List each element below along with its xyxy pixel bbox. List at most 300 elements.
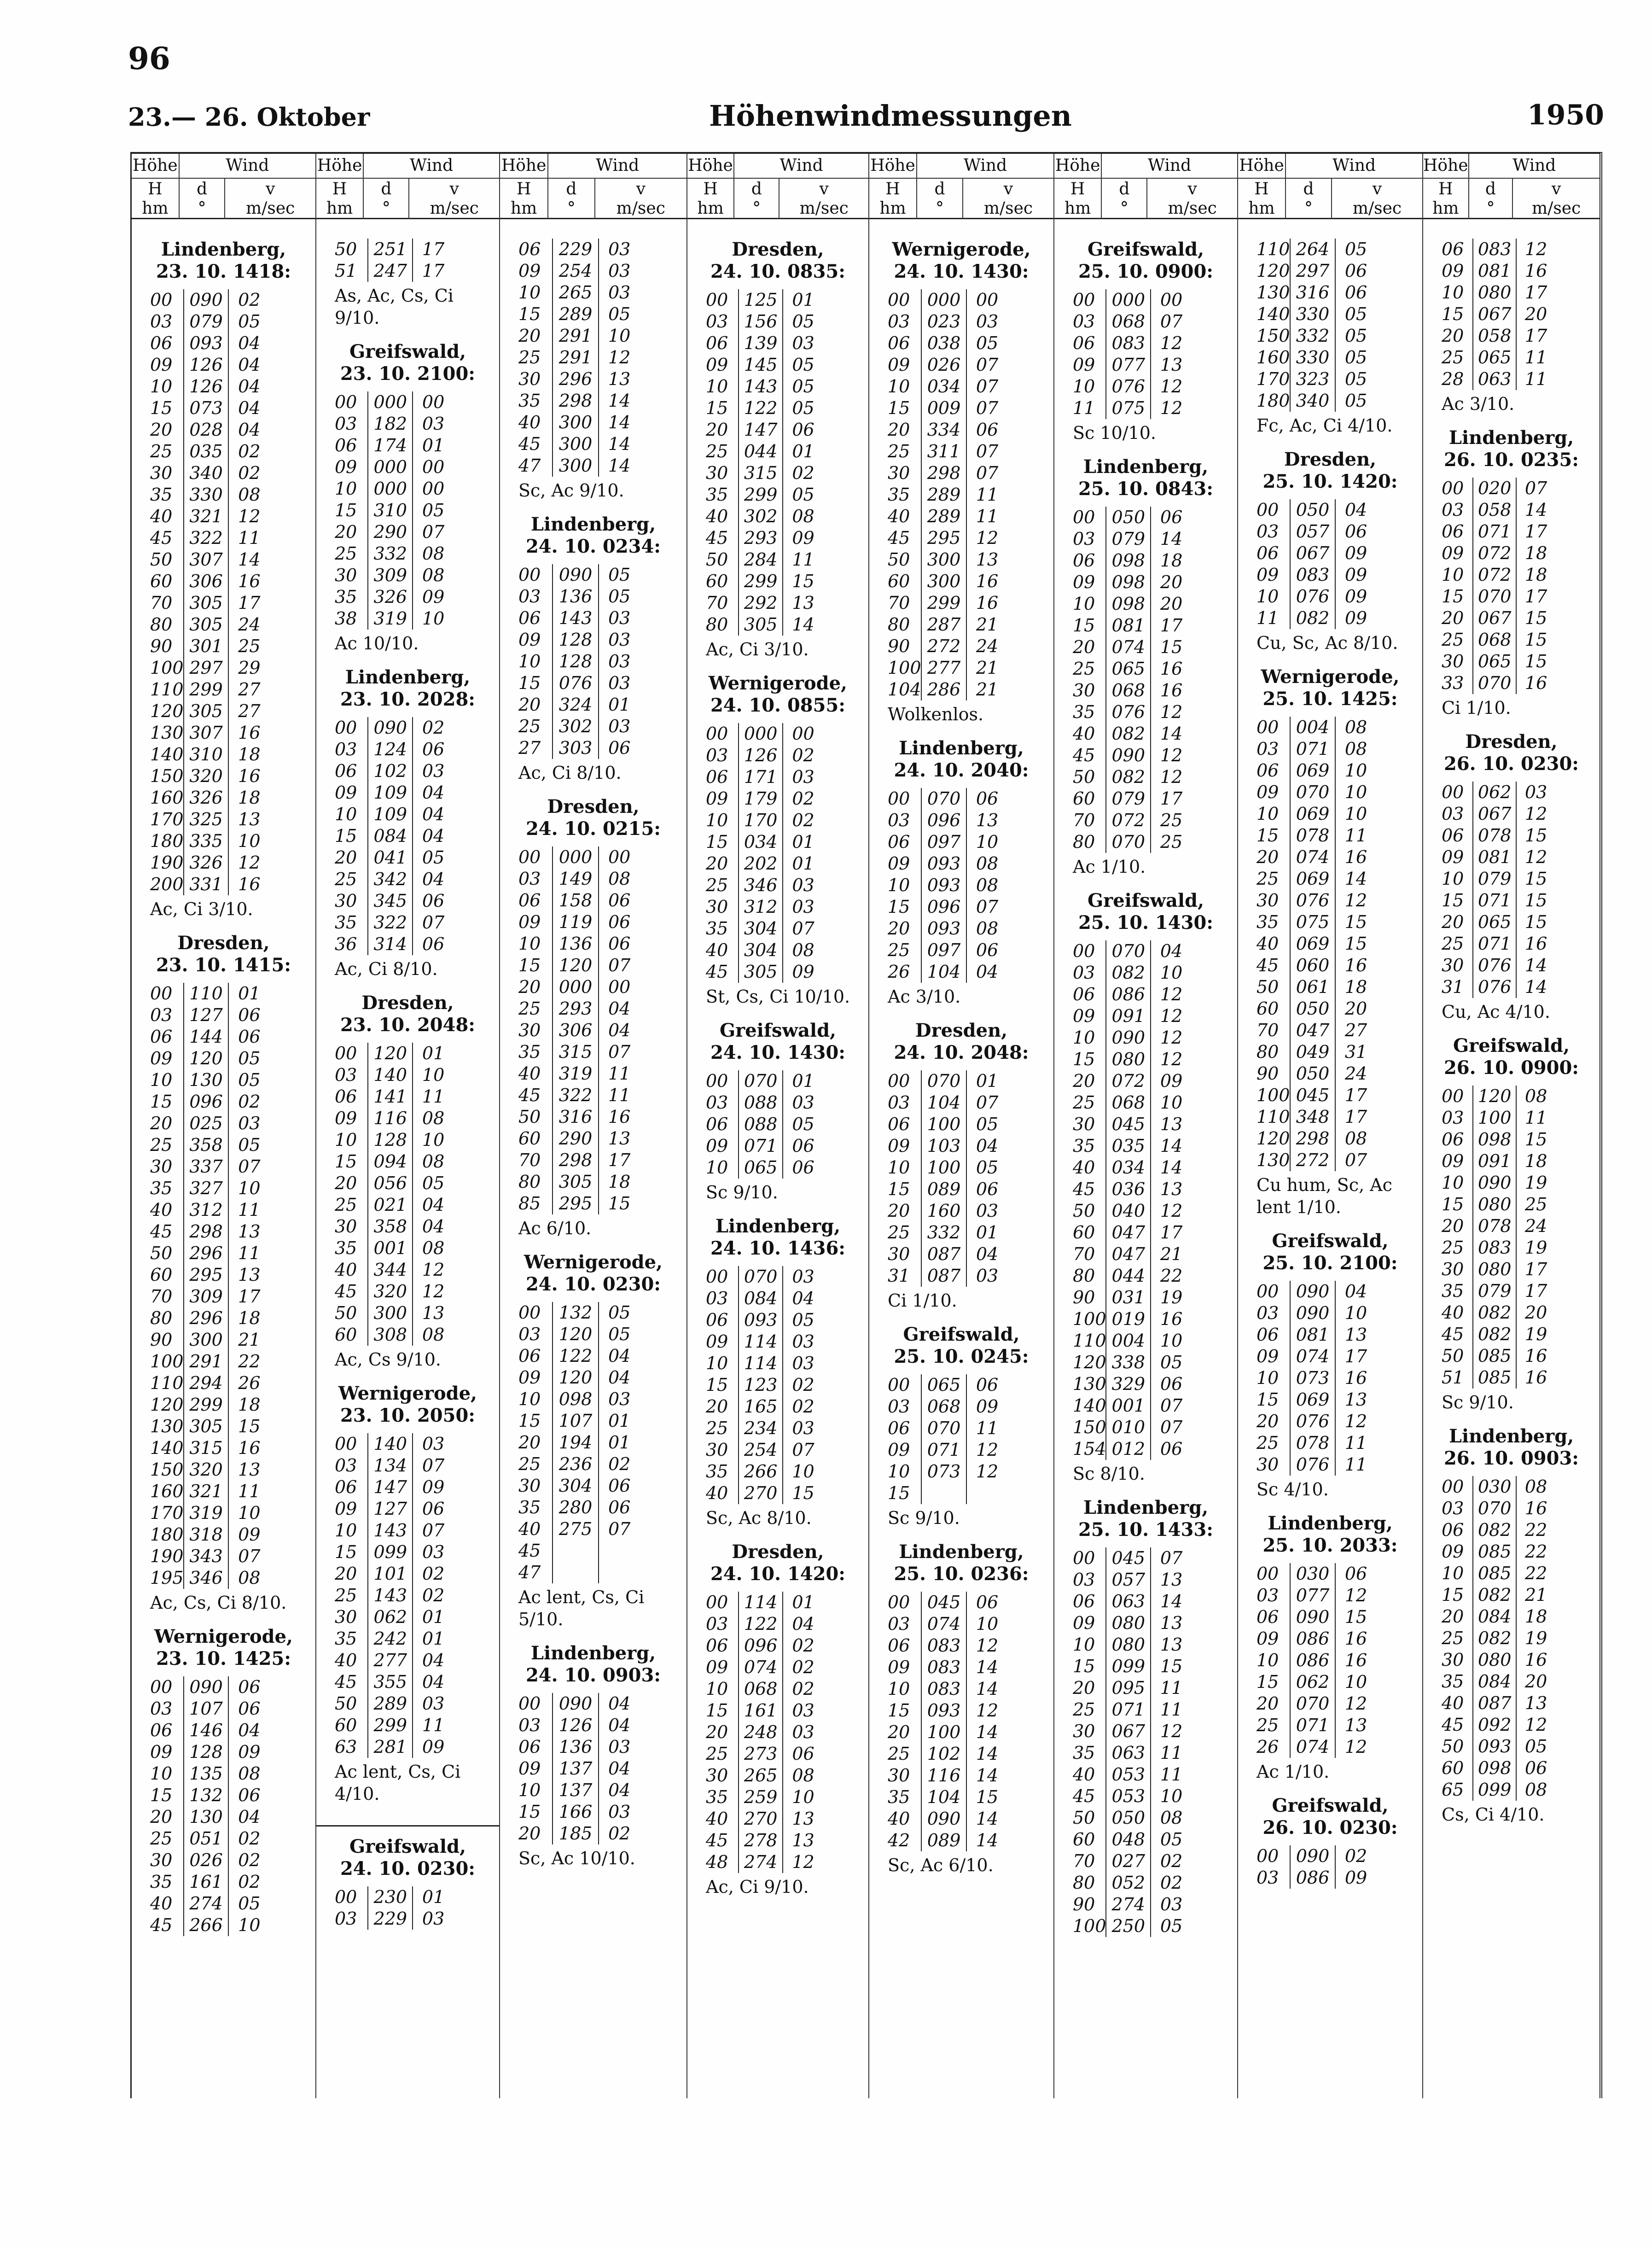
height-cell: 00 xyxy=(706,290,728,310)
speed-cell: 10 xyxy=(976,832,999,852)
speed-cell: 07 xyxy=(1160,1395,1183,1416)
height-cell: 60 xyxy=(335,1325,357,1345)
height-cell: 10 xyxy=(1256,1368,1279,1388)
direction-cell: 259 xyxy=(738,1786,783,1808)
height-cell: 40 xyxy=(335,1650,357,1670)
data-rows xyxy=(132,983,315,1589)
direction-cell: 289 xyxy=(921,506,967,527)
direction-cell: 109 xyxy=(367,782,413,804)
height-cell: 20 xyxy=(888,918,910,939)
speed-cell: 15 xyxy=(1524,869,1547,889)
d-heading: d xyxy=(917,179,963,200)
station-name: Lindenberg, xyxy=(1268,1512,1393,1534)
speed-cell: 11 xyxy=(422,1715,445,1735)
height-cell: 15 xyxy=(1442,304,1464,324)
height-cell: 180 xyxy=(150,831,184,851)
data-rows xyxy=(687,1070,868,1179)
direction-cell: 065 xyxy=(738,1157,783,1179)
data-rows xyxy=(316,1043,499,1346)
speed-cell: 14 xyxy=(1524,955,1547,975)
direction-cell: 090 xyxy=(1290,1302,1336,1324)
speed-cell: 05 xyxy=(608,565,631,585)
data-rows xyxy=(1054,1547,1237,1937)
speed-cell: 17 xyxy=(1160,788,1183,809)
height-cell: 65 xyxy=(1442,1780,1464,1800)
height-cell: 15 xyxy=(335,1151,357,1172)
degree-unit: ° xyxy=(1286,198,1332,219)
direction-cell: 070 xyxy=(1472,1498,1517,1519)
direction-cell: 067 xyxy=(1472,303,1517,325)
speed-cell: 14 xyxy=(976,1744,999,1764)
speed-cell: 17 xyxy=(1344,1346,1367,1366)
hm-unit: hm xyxy=(869,198,917,219)
height-cell: 120 xyxy=(1256,261,1290,281)
speed-cell: 07 xyxy=(608,955,631,975)
speed-cell: 01 xyxy=(976,1222,999,1243)
direction-cell: 126 xyxy=(183,354,229,376)
station-name: Lindenberg, xyxy=(530,1642,656,1664)
direction-cell: 321 xyxy=(183,1481,229,1502)
table-column xyxy=(1238,154,1423,2098)
height-heading: Höhe xyxy=(500,154,548,178)
direction-cell: 090 xyxy=(1290,1606,1336,1628)
speed-cell: 14 xyxy=(1160,529,1183,549)
height-cell: 00 xyxy=(335,718,357,738)
height-cell: 140 xyxy=(1073,1395,1106,1416)
height-cell: 06 xyxy=(1073,333,1095,353)
observation-time: 25. 10. 1420: xyxy=(1262,471,1398,492)
speed-cell: 03 xyxy=(608,1737,631,1757)
height-cell: 40 xyxy=(518,1519,541,1539)
height-cell: 40 xyxy=(150,1200,173,1220)
height-cell: 15 xyxy=(335,1542,357,1562)
direction-cell: 082 xyxy=(1290,607,1336,629)
direction-cell: 090 xyxy=(1290,1281,1336,1302)
station-name: Dresden, xyxy=(547,796,640,817)
height-cell: 70 xyxy=(1073,810,1095,830)
speed-cell: 04 xyxy=(422,1650,445,1670)
direction-cell: 084 xyxy=(738,1288,783,1309)
speed-cell: 09 xyxy=(1344,1868,1367,1888)
height-cell: 20 xyxy=(1442,1606,1464,1627)
height-cell: 50 xyxy=(1073,767,1095,787)
speed-cell: 20 xyxy=(1524,1671,1547,1692)
direction-cell: 310 xyxy=(367,500,413,521)
height-cell: 00 xyxy=(888,290,910,310)
height-cell: 10 xyxy=(335,1130,357,1150)
observation-time: 25. 10. 0900: xyxy=(1078,261,1214,282)
direction-cell: 068 xyxy=(1105,680,1151,701)
speed-cell: 03 xyxy=(792,1722,814,1742)
direction-cell: 348 xyxy=(1290,1106,1336,1128)
direction-cell: 136 xyxy=(552,1736,599,1758)
speed-cell: 14 xyxy=(1160,1591,1183,1611)
height-cell: 00 xyxy=(1073,507,1095,527)
height-cell: 06 xyxy=(888,333,910,353)
observation-time: 23. 10. 1415: xyxy=(156,954,291,976)
speed-cell: 05 xyxy=(608,586,631,607)
height-cell: 03 xyxy=(706,311,728,332)
table-column xyxy=(687,154,869,2098)
direction-cell: 284 xyxy=(738,549,783,571)
height-cell: 09 xyxy=(888,355,910,375)
direction-cell: 242 xyxy=(367,1628,413,1650)
height-cell: 10 xyxy=(1442,1563,1464,1583)
speed-cell: 08 xyxy=(1344,717,1367,737)
height-cell: 20 xyxy=(706,420,728,440)
direction-cell: 076 xyxy=(1105,376,1151,397)
height-cell: 03 xyxy=(1256,1303,1279,1323)
station-block xyxy=(687,672,868,1008)
height-cell: 06 xyxy=(1442,1520,1464,1540)
speed-cell: 17 xyxy=(1524,1259,1547,1279)
height-cell: 100 xyxy=(1256,1085,1290,1105)
height-cell: 50 xyxy=(706,549,728,570)
direction-cell: 146 xyxy=(183,1720,229,1741)
direction-cell: 093 xyxy=(1472,1736,1517,1757)
direction-cell: 335 xyxy=(183,830,229,852)
speed-cell: 18 xyxy=(238,1395,261,1415)
speed-cell: 06 xyxy=(1344,282,1367,303)
direction-cell: 120 xyxy=(183,1048,229,1069)
height-cell: 25 xyxy=(518,998,541,1019)
speed-cell: 04 xyxy=(976,1136,999,1156)
column-body xyxy=(500,219,686,1869)
speed-cell: 07 xyxy=(976,376,999,397)
ms-unit: m/sec xyxy=(799,199,849,218)
height-cell: 35 xyxy=(518,1042,541,1062)
hm-unit: hm xyxy=(132,198,180,219)
direction-cell: 301 xyxy=(183,636,229,657)
speed-cell: 08 xyxy=(1524,1477,1547,1497)
speed-cell: 03 xyxy=(608,261,631,281)
v-heading: v xyxy=(1372,180,1382,198)
speed-cell: 06 xyxy=(608,738,631,758)
height-cell: 10 xyxy=(706,1679,728,1699)
data-rows xyxy=(687,723,868,983)
speed-cell: 11 xyxy=(422,1086,445,1107)
direction-cell: 000 xyxy=(738,723,783,745)
speed-cell: 05 xyxy=(1524,1736,1547,1757)
direction-cell: 069 xyxy=(1290,803,1336,825)
speed-cell: 12 xyxy=(1160,1721,1183,1741)
observation-time: 24. 10. 0903: xyxy=(525,1664,661,1686)
direction-cell: 291 xyxy=(552,325,599,347)
speed-cell: 01 xyxy=(422,1887,445,1907)
height-cell: 15 xyxy=(1073,1049,1095,1069)
height-cell: 15 xyxy=(1256,825,1279,846)
observation-time: 25. 10. 1425: xyxy=(1262,688,1398,710)
direction-cell: 065 xyxy=(921,1374,967,1396)
speed-cell: 03 xyxy=(422,761,445,781)
height-cell: 00 xyxy=(1256,1281,1279,1302)
direction-cell: 326 xyxy=(183,787,229,809)
height-cell: 45 xyxy=(706,962,728,982)
speed-cell: 12 xyxy=(1344,890,1367,910)
direction-cell: 248 xyxy=(738,1722,783,1743)
speed-cell: 03 xyxy=(238,1113,261,1133)
direction-cell: 134 xyxy=(367,1455,413,1477)
speed-cell: 13 xyxy=(976,549,999,570)
speed-cell: 12 xyxy=(1160,376,1183,397)
height-cell: 00 xyxy=(1442,478,1464,498)
height-cell: 80 xyxy=(706,614,728,635)
speed-cell: 03 xyxy=(792,1700,814,1721)
direction-cell: 127 xyxy=(367,1498,413,1520)
direction-cell: 070 xyxy=(921,1418,967,1439)
degree-unit: ° xyxy=(1469,198,1513,219)
speed-cell: 13 xyxy=(1160,1179,1183,1199)
speed-cell: 05 xyxy=(1344,326,1367,346)
speed-cell: 02 xyxy=(792,463,814,483)
height-cell: 06 xyxy=(1256,1607,1279,1627)
height-cell: 06 xyxy=(1442,1129,1464,1150)
direction-cell: 080 xyxy=(1105,1049,1151,1070)
height-cell: 06 xyxy=(335,435,357,455)
direction-cell: 314 xyxy=(367,934,413,955)
speed-cell: 15 xyxy=(792,571,814,591)
height-cell: 120 xyxy=(1073,1352,1106,1372)
direction-cell: 340 xyxy=(183,462,229,484)
height-cell: 00 xyxy=(518,847,541,867)
station-block xyxy=(316,1825,499,1930)
height-cell: 35 xyxy=(518,391,541,411)
speed-cell: 05 xyxy=(1344,304,1367,324)
cloud-note: Ac, Ci 3/10. xyxy=(706,639,809,660)
speed-cell: 19 xyxy=(1524,1628,1547,1648)
cloud-note: Sc 10/10. xyxy=(1073,423,1156,443)
height-cell: 50 xyxy=(1256,977,1279,997)
height-cell: 30 xyxy=(1073,1114,1095,1134)
height-cell: 09 xyxy=(888,1136,910,1156)
direction-cell: 280 xyxy=(552,1497,599,1518)
speed-cell: 03 xyxy=(422,1693,445,1714)
direction-cell: 305 xyxy=(183,1416,229,1437)
direction-cell: 107 xyxy=(552,1410,599,1432)
speed-cell: 14 xyxy=(608,391,631,411)
speed-cell: 02 xyxy=(238,1091,261,1112)
height-cell: 180 xyxy=(150,1524,184,1545)
height-cell: 31 xyxy=(888,1266,910,1286)
direction-cell: 277 xyxy=(921,657,967,679)
speed-cell: 13 xyxy=(238,1459,261,1480)
direction-cell: 035 xyxy=(183,441,229,462)
speed-cell: 05 xyxy=(792,1114,814,1134)
speed-cell: 13 xyxy=(422,1303,445,1323)
height-cell: 110 xyxy=(1256,1107,1290,1127)
direction-cell: 300 xyxy=(367,1302,413,1324)
direction-cell: 071 xyxy=(1290,1715,1336,1736)
direction-cell: 065 xyxy=(1105,658,1151,680)
height-cell: 09 xyxy=(1073,1613,1095,1633)
direction-cell: 143 xyxy=(552,607,599,629)
speed-cell: 04 xyxy=(608,1693,631,1714)
direction-cell: 324 xyxy=(552,694,599,716)
height-cell: 09 xyxy=(518,1367,541,1388)
height-cell: 35 xyxy=(1073,702,1095,722)
direction-cell: 344 xyxy=(367,1259,413,1281)
height-cell: 09 xyxy=(518,261,541,281)
direction-cell: 076 xyxy=(1290,586,1336,607)
speed-cell: 06 xyxy=(792,1157,814,1178)
speed-cell: 02 xyxy=(238,1850,261,1870)
height-cell: 45 xyxy=(1073,745,1095,765)
direction-cell: 312 xyxy=(183,1199,229,1221)
direction-cell: 076 xyxy=(552,672,599,694)
speed-cell: 21 xyxy=(976,679,999,700)
speed-cell: 09 xyxy=(238,1524,261,1545)
station-name: Lindenberg, xyxy=(1448,1425,1574,1447)
height-cell: 03 xyxy=(518,586,541,607)
height-cell: 03 xyxy=(150,311,173,332)
direction-cell: 194 xyxy=(552,1432,599,1453)
height-cell: 03 xyxy=(150,1005,173,1025)
speed-cell: 07 xyxy=(976,897,999,917)
height-cell: 09 xyxy=(1256,1346,1279,1366)
speed-cell: 12 xyxy=(1160,1027,1183,1048)
direction-cell: 266 xyxy=(738,1461,783,1482)
direction-cell: 296 xyxy=(552,368,599,390)
height-cell: 25 xyxy=(888,940,910,960)
height-cell: 35 xyxy=(706,1461,728,1482)
height-cell: 45 xyxy=(150,528,173,548)
direction-cell: 090 xyxy=(552,564,599,586)
speed-cell: 16 xyxy=(1160,659,1183,679)
direction-cell: 110 xyxy=(183,983,229,1004)
speed-cell: 04 xyxy=(608,1780,631,1800)
speed-cell: 02 xyxy=(792,745,814,765)
speed-cell: 27 xyxy=(238,679,261,700)
speed-cell: 06 xyxy=(608,1497,631,1517)
speed-cell: 18 xyxy=(1524,543,1547,563)
direction-cell: 087 xyxy=(921,1243,967,1265)
height-cell: 35 xyxy=(706,918,728,939)
height-cell: 35 xyxy=(150,1178,173,1198)
height-cell: 10 xyxy=(335,479,357,499)
speed-cell: 13 xyxy=(792,1809,814,1829)
speed-cell: 13 xyxy=(1160,1570,1183,1590)
speed-cell: 27 xyxy=(1344,1020,1367,1040)
direction-cell: 065 xyxy=(1472,911,1517,933)
height-cell: 47 xyxy=(518,1562,541,1582)
observation-time: 24. 10. 0855: xyxy=(710,695,846,716)
direction-cell: 084 xyxy=(1472,1606,1517,1628)
direction-cell: 101 xyxy=(367,1563,413,1585)
direction-cell: 130 xyxy=(183,1069,229,1091)
height-cell: 06 xyxy=(706,333,728,353)
height-cell: 10 xyxy=(888,1679,910,1699)
height-cell: 09 xyxy=(888,853,910,874)
speed-cell: 04 xyxy=(238,376,261,397)
speed-cell: 06 xyxy=(792,1136,814,1156)
direction-cell: 100 xyxy=(921,1722,967,1743)
direction-cell: 081 xyxy=(1472,846,1517,868)
direction-cell: 080 xyxy=(1105,1612,1151,1634)
height-cell: 09 xyxy=(1442,1541,1464,1562)
height-cell: 35 xyxy=(518,1497,541,1517)
direction-cell: 076 xyxy=(1472,976,1517,998)
height-cell: 40 xyxy=(1442,1693,1464,1713)
speed-cell: 09 xyxy=(1344,586,1367,607)
station-block xyxy=(1423,239,1600,415)
speed-cell: 10 xyxy=(1344,1303,1367,1323)
direction-cell: 330 xyxy=(1290,303,1336,325)
measurement-table xyxy=(130,152,1602,2098)
speed-cell: 08 xyxy=(422,1151,445,1172)
height-cell: 35 xyxy=(888,484,910,505)
cloud-note: Sc, Ac 10/10. xyxy=(518,1848,635,1868)
direction-cell: 082 xyxy=(1105,962,1151,984)
height-cell: 30 xyxy=(1256,890,1279,910)
height-cell: 20 xyxy=(335,1173,357,1193)
height-cell: 100 xyxy=(888,658,921,678)
column-body xyxy=(869,219,1053,1876)
speed-cell: 02 xyxy=(1160,1851,1183,1871)
height-cell: 10 xyxy=(1442,282,1464,303)
direction-cell: 315 xyxy=(183,1437,229,1459)
speed-cell: 03 xyxy=(976,1201,999,1221)
speed-cell: 03 xyxy=(422,1908,445,1929)
direction-cell: 161 xyxy=(183,1871,229,1893)
speed-cell: 07 xyxy=(792,1440,814,1460)
speed-cell: 11 xyxy=(976,506,999,526)
speed-cell: 12 xyxy=(976,1700,999,1721)
speed-cell: 12 xyxy=(1160,1049,1183,1069)
speed-cell: 05 xyxy=(238,311,261,332)
height-cell: 45 xyxy=(1073,1179,1095,1199)
v-heading: v xyxy=(819,180,829,198)
speed-cell: 24 xyxy=(976,636,999,656)
height-cell: 35 xyxy=(706,484,728,505)
height-cell: 38 xyxy=(335,608,357,629)
speed-cell: 07 xyxy=(1160,1417,1183,1437)
height-cell: 06 xyxy=(518,608,541,628)
direction-cell: 102 xyxy=(921,1743,967,1765)
height-cell: 30 xyxy=(1442,1259,1464,1279)
speed-cell: 12 xyxy=(976,1635,999,1656)
h-heading: H xyxy=(1423,179,1469,200)
direction-cell: 320 xyxy=(183,765,229,787)
direction-cell: 322 xyxy=(367,912,413,934)
height-cell: 20 xyxy=(1442,326,1464,346)
column-body xyxy=(316,219,499,1930)
height-heading: Höhe xyxy=(316,154,364,178)
station-name: Lindenberg, xyxy=(1448,427,1574,449)
speed-cell: 10 xyxy=(238,1503,261,1523)
height-cell: 20 xyxy=(518,1432,541,1453)
direction-cell: 023 xyxy=(921,311,967,333)
direction-cell: 082 xyxy=(1105,766,1151,788)
data-rows xyxy=(687,1592,868,1873)
direction-cell: 075 xyxy=(1105,397,1151,419)
height-cell: 09 xyxy=(1442,543,1464,563)
direction-cell: 000 xyxy=(1105,289,1151,311)
speed-cell: 13 xyxy=(792,593,814,613)
direction-cell: 049 xyxy=(1290,1041,1336,1063)
height-cell: 06 xyxy=(888,1418,910,1438)
speed-cell: 22 xyxy=(238,1351,261,1372)
height-cell: 100 xyxy=(150,1351,184,1372)
speed-cell: 04 xyxy=(608,998,631,1019)
speed-cell: 08 xyxy=(422,1238,445,1258)
direction-cell: 309 xyxy=(183,1286,229,1307)
direction-cell: 289 xyxy=(921,484,967,506)
speed-cell: 12 xyxy=(1160,1201,1183,1221)
direction-cell: 072 xyxy=(1105,810,1151,831)
height-cell: 20 xyxy=(150,1807,173,1827)
direction-cell: 144 xyxy=(183,1026,229,1048)
direction-cell: 098 xyxy=(1105,550,1151,572)
